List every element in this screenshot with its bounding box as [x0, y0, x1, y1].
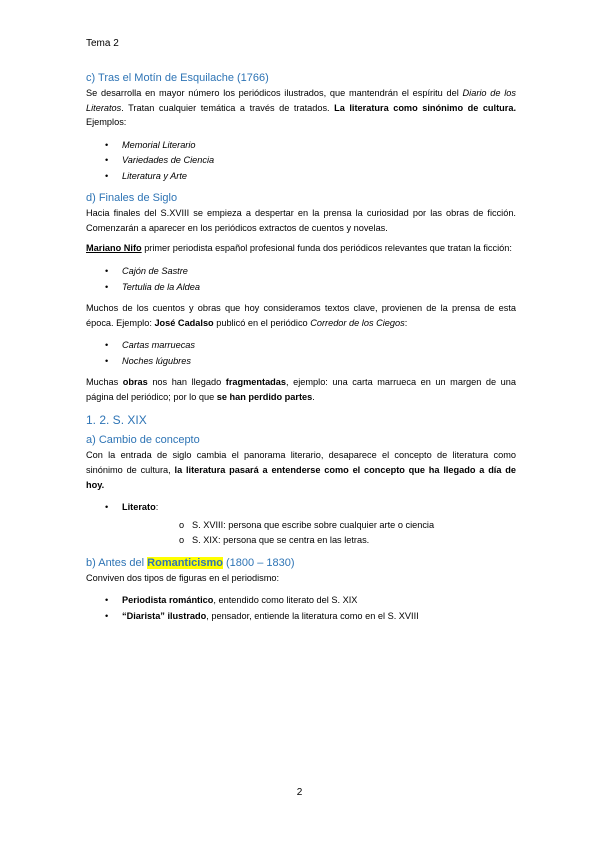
circle-bullet-icon: o [179, 519, 185, 530]
text-run: Muchos de los cuentos y obras que hoy consideramos textos clave, provienen de la prensa de esta época. Ejemplo: [86, 303, 516, 328]
italic-title: Corredor de los Ciegos [310, 317, 405, 328]
section-d-paragraph-4 [86, 375, 516, 404]
page-content [86, 70, 516, 630]
text-run: Se desarrolla en mayor número los periódicos ilustrados, que mantendrán el espíritu del [86, 88, 463, 98]
text-run: Con la entrada de siglo cambia el panorama literario, desaparece el concepto de literatura como sinónimo de cultura, [86, 450, 516, 476]
section-d-list-1 [86, 264, 516, 295]
list-item-text: Tertulia de la Aldea [122, 281, 200, 292]
list-item-text: Literato [122, 502, 156, 513]
list-item-text: Literatura y Arte [122, 170, 188, 181]
highlighted-term: Romanticismo [147, 556, 223, 569]
text-run: Muchas [86, 377, 123, 388]
list-item [86, 153, 516, 169]
sub-list [122, 518, 516, 549]
sub-list-item [122, 518, 516, 534]
section-d-list-2 [86, 338, 516, 369]
text-run: (1800 – 1830) [222, 556, 295, 569]
section-d-paragraph-2 [86, 241, 516, 256]
bullet-icon: • [105, 281, 109, 292]
page-header: Tema 2 [86, 38, 119, 49]
bullet-icon: • [105, 502, 109, 513]
section-d-heading: d) Finales de Siglo [86, 192, 178, 205]
list-item [86, 338, 516, 354]
list-item [86, 609, 516, 625]
bullet-icon: • [105, 170, 109, 181]
bullet-icon: • [105, 610, 109, 621]
author-name: Mariano Nifo [86, 243, 142, 254]
list-item-text: Cartas marruecas [122, 340, 196, 351]
bold-phrase: obras [122, 377, 148, 388]
section-b-heading [86, 555, 516, 571]
text-run: , ejemplo: una carta marrueca en un margen de una página del periódico; por lo que [86, 377, 516, 402]
text-run: , entendido como literato del S. XIX [213, 595, 358, 606]
list-item [86, 280, 516, 296]
list-item [86, 138, 516, 154]
sub-list-item [122, 533, 516, 549]
list-item [86, 593, 516, 609]
text-run: publicó en el periódico [213, 317, 311, 328]
text-run: b) Antes del [86, 556, 148, 569]
section-d-paragraph-3 [86, 301, 516, 330]
section-c-list [86, 138, 516, 185]
text-run: : [404, 317, 408, 328]
bold-phrase: “Diarista” ilustrado [122, 610, 207, 621]
bullet-icon: • [105, 155, 109, 166]
bold-phrase: La literatura como sinónimo de cultura. [334, 102, 517, 113]
section-c-paragraph [86, 86, 516, 130]
text-run: Ejemplos: [86, 117, 127, 128]
list-item [86, 500, 516, 549]
list-item [86, 354, 516, 370]
italic-title: Diario de los Literatos [86, 88, 516, 113]
list-item [86, 264, 516, 280]
list-item-text: Variedades de Ciencia [122, 155, 215, 166]
section-c-heading: c) Tras el Motín de Esquilache (1766) [86, 72, 269, 84]
list-item-text: Cajón de Sastre [122, 266, 188, 277]
circle-bullet-icon: o [179, 535, 185, 546]
text-run: . [312, 391, 315, 402]
bullet-icon: • [105, 355, 109, 366]
bold-phrase: fragmentadas [225, 377, 287, 388]
text-run: , pensador, entiende la literatura como en el S. XVIII [206, 610, 419, 621]
bullet-icon: • [105, 340, 109, 351]
bold-phrase: la literatura pasará a entenderse como el concepto que ha llegado a día de hoy. [86, 465, 516, 490]
list-item [86, 169, 516, 185]
bold-phrase: Periodista romántico [122, 595, 214, 606]
bullet-icon: • [105, 139, 109, 150]
section-b-list [86, 593, 516, 624]
text-run: primer periodista español profesional funda dos periódicos relevantes que tratan la ficción: [141, 243, 512, 254]
text-run: . Tratan cualquier temática a través de tratados. [121, 102, 335, 113]
list-item-text: Noches lúgubres [122, 355, 191, 366]
section-a-heading: a) Cambio de concepto [86, 434, 200, 447]
author-name: José Cadalso [154, 317, 214, 328]
list-item-text: Memorial Literario [122, 139, 196, 150]
section-d-paragraph-1: Hacia finales del S.XVIII se empieza a despertar en la prensa la curiosidad por las obras de ficción. Comenzarán a aparecer en los periódicos extractos de cuentos y novelas. [86, 208, 516, 233]
bullet-icon: • [105, 595, 109, 606]
bullet-icon: • [105, 266, 109, 277]
text-run: nos han llegado [147, 377, 226, 388]
section-a-paragraph [86, 448, 516, 492]
section-1-2-heading: 1. 2. S. XIX [86, 413, 147, 428]
section-b-paragraph: Conviven dos tipos de figuras en el periodismo: [86, 572, 280, 583]
page-number: 2 [296, 787, 303, 798]
sub-list-item-text: S. XIX: persona que se centra en las letras. [192, 535, 370, 546]
section-a-list [86, 500, 516, 549]
text-run: : [155, 502, 159, 513]
sub-list-item-text: S. XVIII: persona que escribe sobre cualquier arte o ciencia [192, 519, 435, 530]
bold-phrase: se han perdido partes [216, 391, 313, 402]
